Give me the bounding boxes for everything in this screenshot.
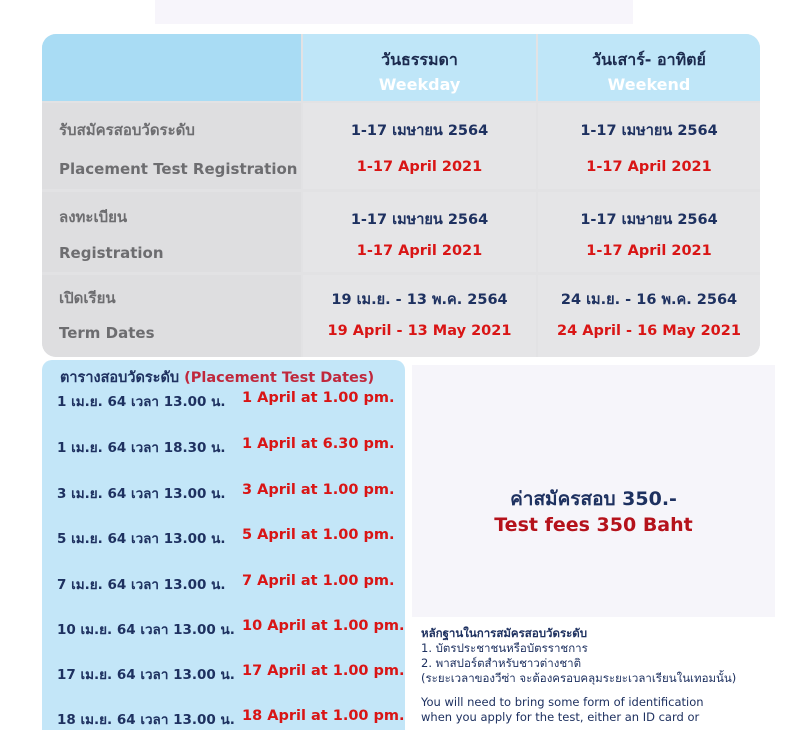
weekend-value-th: 1-17 เมษายน 2564 [580,123,718,139]
weekend-value-en: 24 April - 16 May 2021 [557,323,741,339]
placement-title-en: (Placement Test Dates) [184,370,375,386]
documents-heading: หลักฐานในการสมัครสอบวัดระดับ [421,626,588,640]
placement-test-dates-panel [42,360,405,730]
weekday-value-th: 1-17 เมษายน 2564 [350,212,489,228]
row-label-en: Placement Test Registration [59,160,298,178]
weekend-cell [538,192,760,272]
header-weekend [538,34,760,101]
row-label-cell [42,103,301,189]
weekend-value-en: 1-17 April 2021 [586,243,712,259]
placement-date-th: 7 เม.ย. 64 เวลา 13.00 น. [57,577,226,593]
row-label-en: Registration [59,244,164,262]
placement-date-en: 7 April at 1.00 pm. [242,573,395,589]
weekday-cell [303,275,536,357]
weekend-cell [538,103,760,189]
weekday-value-en: 1-17 April 2021 [356,159,483,175]
placement-title-th: ตารางสอบวัดระดับ [60,370,180,386]
weekday-value-en: 19 April - 13 May 2021 [327,323,512,339]
weekday-cell [303,103,536,189]
placement-date-th: 1 เม.ย. 64 เวลา 18.30 น. [57,440,226,456]
row-registration [42,192,760,272]
header-weekday-th: วันธรรมดา [381,50,458,69]
weekday-value-th: 19 เม.ย. - 13 พ.ค. 2564 [331,292,508,308]
row-label-th: รับสมัครสอบวัดระดับ [59,121,195,139]
placement-date-th: 17 เม.ย. 64 เวลา 13.00 น. [57,667,235,683]
documents-note: (ระยะเวลาของวีซ่า จะต้องครอบคลุมระยะเวลาเรียนในเทอมนั้น) [421,671,737,685]
placement-date-en: 10 April at 1.00 pm. [242,618,405,634]
row-term-dates [42,275,760,357]
weekend-value-th: 24 เม.ย. - 16 พ.ค. 2564 [560,292,738,308]
weekend-value-en: 1-17 April 2021 [586,159,712,175]
top-banner-strip [155,0,633,24]
header-blank-cell [42,34,301,101]
fees-en: Test fees 350 Baht [494,514,693,536]
weekday-value-en: 1-17 April 2021 [356,243,483,259]
placement-title [60,366,374,389]
test-fees-panel [412,365,775,617]
row-placement-registration [42,103,760,189]
weekend-cell [538,275,760,357]
row-label-cell [42,275,301,357]
placement-date-en: 17 April at 1.00 pm. [242,663,405,679]
placement-date-en: 5 April at 1.00 pm. [242,527,395,543]
placement-date-th: 10 เม.ย. 64 เวลา 13.00 น. [57,622,235,638]
row-label-cell [42,192,301,272]
documents-item-1: 1. บัตรประชาชนหรือบัตรราชการ [421,641,588,655]
required-documents [421,626,781,725]
placement-date-en: 18 April at 1.00 pm. [242,708,405,724]
placement-date-th: 5 เม.ย. 64 เวลา 13.00 น. [57,531,226,547]
row-label-en: Term Dates [59,324,155,342]
header-weekday [303,34,536,101]
documents-en-line-2: when you apply for the test, either an ID card or [421,710,700,724]
header-weekday-en: Weekday [378,75,461,94]
header-weekend-en: Weekend [607,75,691,94]
placement-date-en: 1 April at 1.00 pm. [242,390,395,406]
fees-th: ค่าสมัครสอบ 350.- [510,488,677,510]
documents-en-line-1: You will need to bring some form of identification [421,695,704,709]
weekday-cell [303,192,536,272]
placement-date-en: 1 April at 6.30 pm. [242,436,395,452]
weekday-value-th: 1-17 เมษายน 2564 [350,123,489,139]
placement-date-th: 1 เม.ย. 64 เวลา 13.00 น. [57,394,226,410]
header-weekend-th: วันเสาร์- อาทิตย์ [592,50,706,69]
row-label-th: เปิดเรียน [59,289,116,307]
weekend-value-th: 1-17 เมษายน 2564 [580,212,718,228]
placement-date-en: 3 April at 1.00 pm. [242,482,395,498]
schedule-table [42,34,760,357]
documents-item-2: 2. พาสปอร์ตสำหรับชาวต่างชาติ [421,656,582,670]
placement-date-th: 3 เม.ย. 64 เวลา 13.00 น. [57,486,226,502]
placement-date-th: 18 เม.ย. 64 เวลา 13.00 น. [57,712,235,728]
row-label-th: ลงทะเบียน [59,208,128,226]
